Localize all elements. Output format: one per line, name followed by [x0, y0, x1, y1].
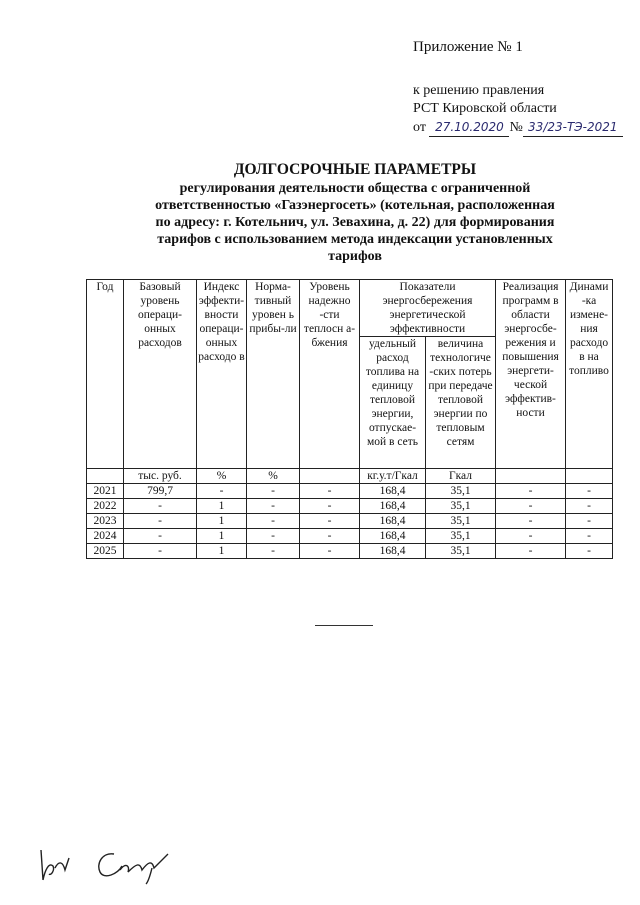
document-title: [100, 160, 610, 265]
unit-cell: %: [247, 469, 300, 484]
header-efficiency-index: Индекс эффекти-вности операци-онных расходо в: [197, 280, 247, 469]
decision-date: 27.10.2020: [429, 118, 509, 137]
appendix-label: Приложение № 1: [413, 39, 523, 55]
table-cell: 1: [197, 499, 247, 514]
header-energy-saving: Показатели энергосбережения энергетической эффективности: [360, 280, 496, 337]
table-cell: -: [300, 529, 360, 544]
table-cell: -: [300, 544, 360, 559]
table-cell: -: [300, 484, 360, 499]
table-cell: -: [197, 484, 247, 499]
unit-cell: тыс. руб.: [124, 469, 197, 484]
title-line: тарифов: [328, 249, 382, 264]
table-cell: 168,4: [360, 484, 426, 499]
table-cell: 1: [197, 514, 247, 529]
table-cell: -: [124, 544, 197, 559]
table-cell: 35,1: [426, 499, 496, 514]
header-reliability: Уровень надежно -сти теплосн а-бжения: [300, 280, 360, 469]
table-cell: -: [124, 529, 197, 544]
header-row: [87, 280, 613, 337]
table-cell: -: [124, 499, 197, 514]
units-row: [87, 469, 613, 484]
header-base-costs: Базовый уровень операци-онных расходов: [124, 280, 197, 469]
table-cell: -: [247, 529, 300, 544]
table-cell: 2022: [87, 499, 124, 514]
table-cell: -: [124, 514, 197, 529]
header-year: Год: [87, 280, 124, 469]
table-cell: -: [566, 544, 613, 559]
table-cell: -: [496, 484, 566, 499]
table-cell: 168,4: [360, 499, 426, 514]
separator-line: [315, 625, 373, 626]
table-cell: -: [566, 514, 613, 529]
table-cell: 35,1: [426, 514, 496, 529]
table-cell: 168,4: [360, 529, 426, 544]
table-cell: 168,4: [360, 514, 426, 529]
table-cell: -: [566, 484, 613, 499]
unit-cell: [87, 469, 124, 484]
table-cell: 35,1: [426, 544, 496, 559]
table-cell: -: [496, 514, 566, 529]
header-heat-losses: величина технологиче -ских потерь при передаче тепловой энергии по тепловым сетям: [426, 337, 496, 469]
table-cell: -: [566, 499, 613, 514]
title-line: ответственностью «Газэнергосеть» (котельная, расположенная: [155, 198, 555, 213]
unit-cell: %: [197, 469, 247, 484]
table-cell: -: [247, 514, 300, 529]
table-cell: -: [247, 544, 300, 559]
table-row: [87, 529, 613, 544]
unit-cell: [300, 469, 360, 484]
table-cell: 2025: [87, 544, 124, 559]
table-cell: 1: [197, 529, 247, 544]
table-cell: -: [496, 499, 566, 514]
title-line: тарифов с использованием метода индексации установленных: [157, 232, 553, 247]
title-line: по адресу: г. Котельнич, ул. Зевахина, д. 22) для формирования: [155, 215, 555, 230]
handwritten-signature: [92, 840, 172, 885]
decision-reference: [413, 82, 623, 137]
decision-prefix: от: [413, 120, 426, 135]
unit-cell: [496, 469, 566, 484]
table-cell: 2024: [87, 529, 124, 544]
table-cell: 168,4: [360, 544, 426, 559]
table-cell: -: [566, 529, 613, 544]
decision-line-1: к решению правления: [413, 83, 545, 98]
decision-line-2: РСТ Кировской области: [413, 101, 557, 116]
table-cell: -: [247, 499, 300, 514]
table-row: [87, 544, 613, 559]
parameters-table: [86, 279, 613, 559]
unit-cell: Гкал: [426, 469, 496, 484]
table-row: [87, 514, 613, 529]
table-cell: -: [300, 514, 360, 529]
table-cell: -: [300, 499, 360, 514]
table-row: [87, 484, 613, 499]
title-main: ДОЛГОСРОЧНЫЕ ПАРАМЕТРЫ: [233, 161, 477, 178]
table-cell: -: [247, 484, 300, 499]
table-cell: 2021: [87, 484, 124, 499]
table-cell: 35,1: [426, 529, 496, 544]
table-cell: -: [496, 544, 566, 559]
table-cell: 2023: [87, 514, 124, 529]
decision-date-line: [413, 118, 623, 137]
table-cell: 1: [197, 544, 247, 559]
header-fuel-dynamics: Динами -ка измене-ния расходо в на топливо: [566, 280, 613, 469]
unit-cell: кг.у.т/Гкал: [360, 469, 426, 484]
title-line: регулирования деятельности общества с ограниченной: [179, 181, 531, 196]
header-fuel-consumption: удельный расход топлива на единицу тепловой энергии, отпускае-мой в сеть: [360, 337, 426, 469]
initials-signature: [35, 840, 75, 885]
table-row: [87, 499, 613, 514]
table-cell: -: [496, 529, 566, 544]
decision-number: 33/23-ТЭ-2021: [523, 118, 623, 137]
decision-no-sign: №: [509, 120, 523, 135]
header-programs: Реализация программ в области энергосбе-режения и повышения энергети-ческой эффектив-ности: [496, 280, 566, 469]
table-cell: 799,7: [124, 484, 197, 499]
unit-cell: [566, 469, 613, 484]
header-profit-level: Норма-тивный уровен ь прибы-ли: [247, 280, 300, 469]
table-cell: 35,1: [426, 484, 496, 499]
